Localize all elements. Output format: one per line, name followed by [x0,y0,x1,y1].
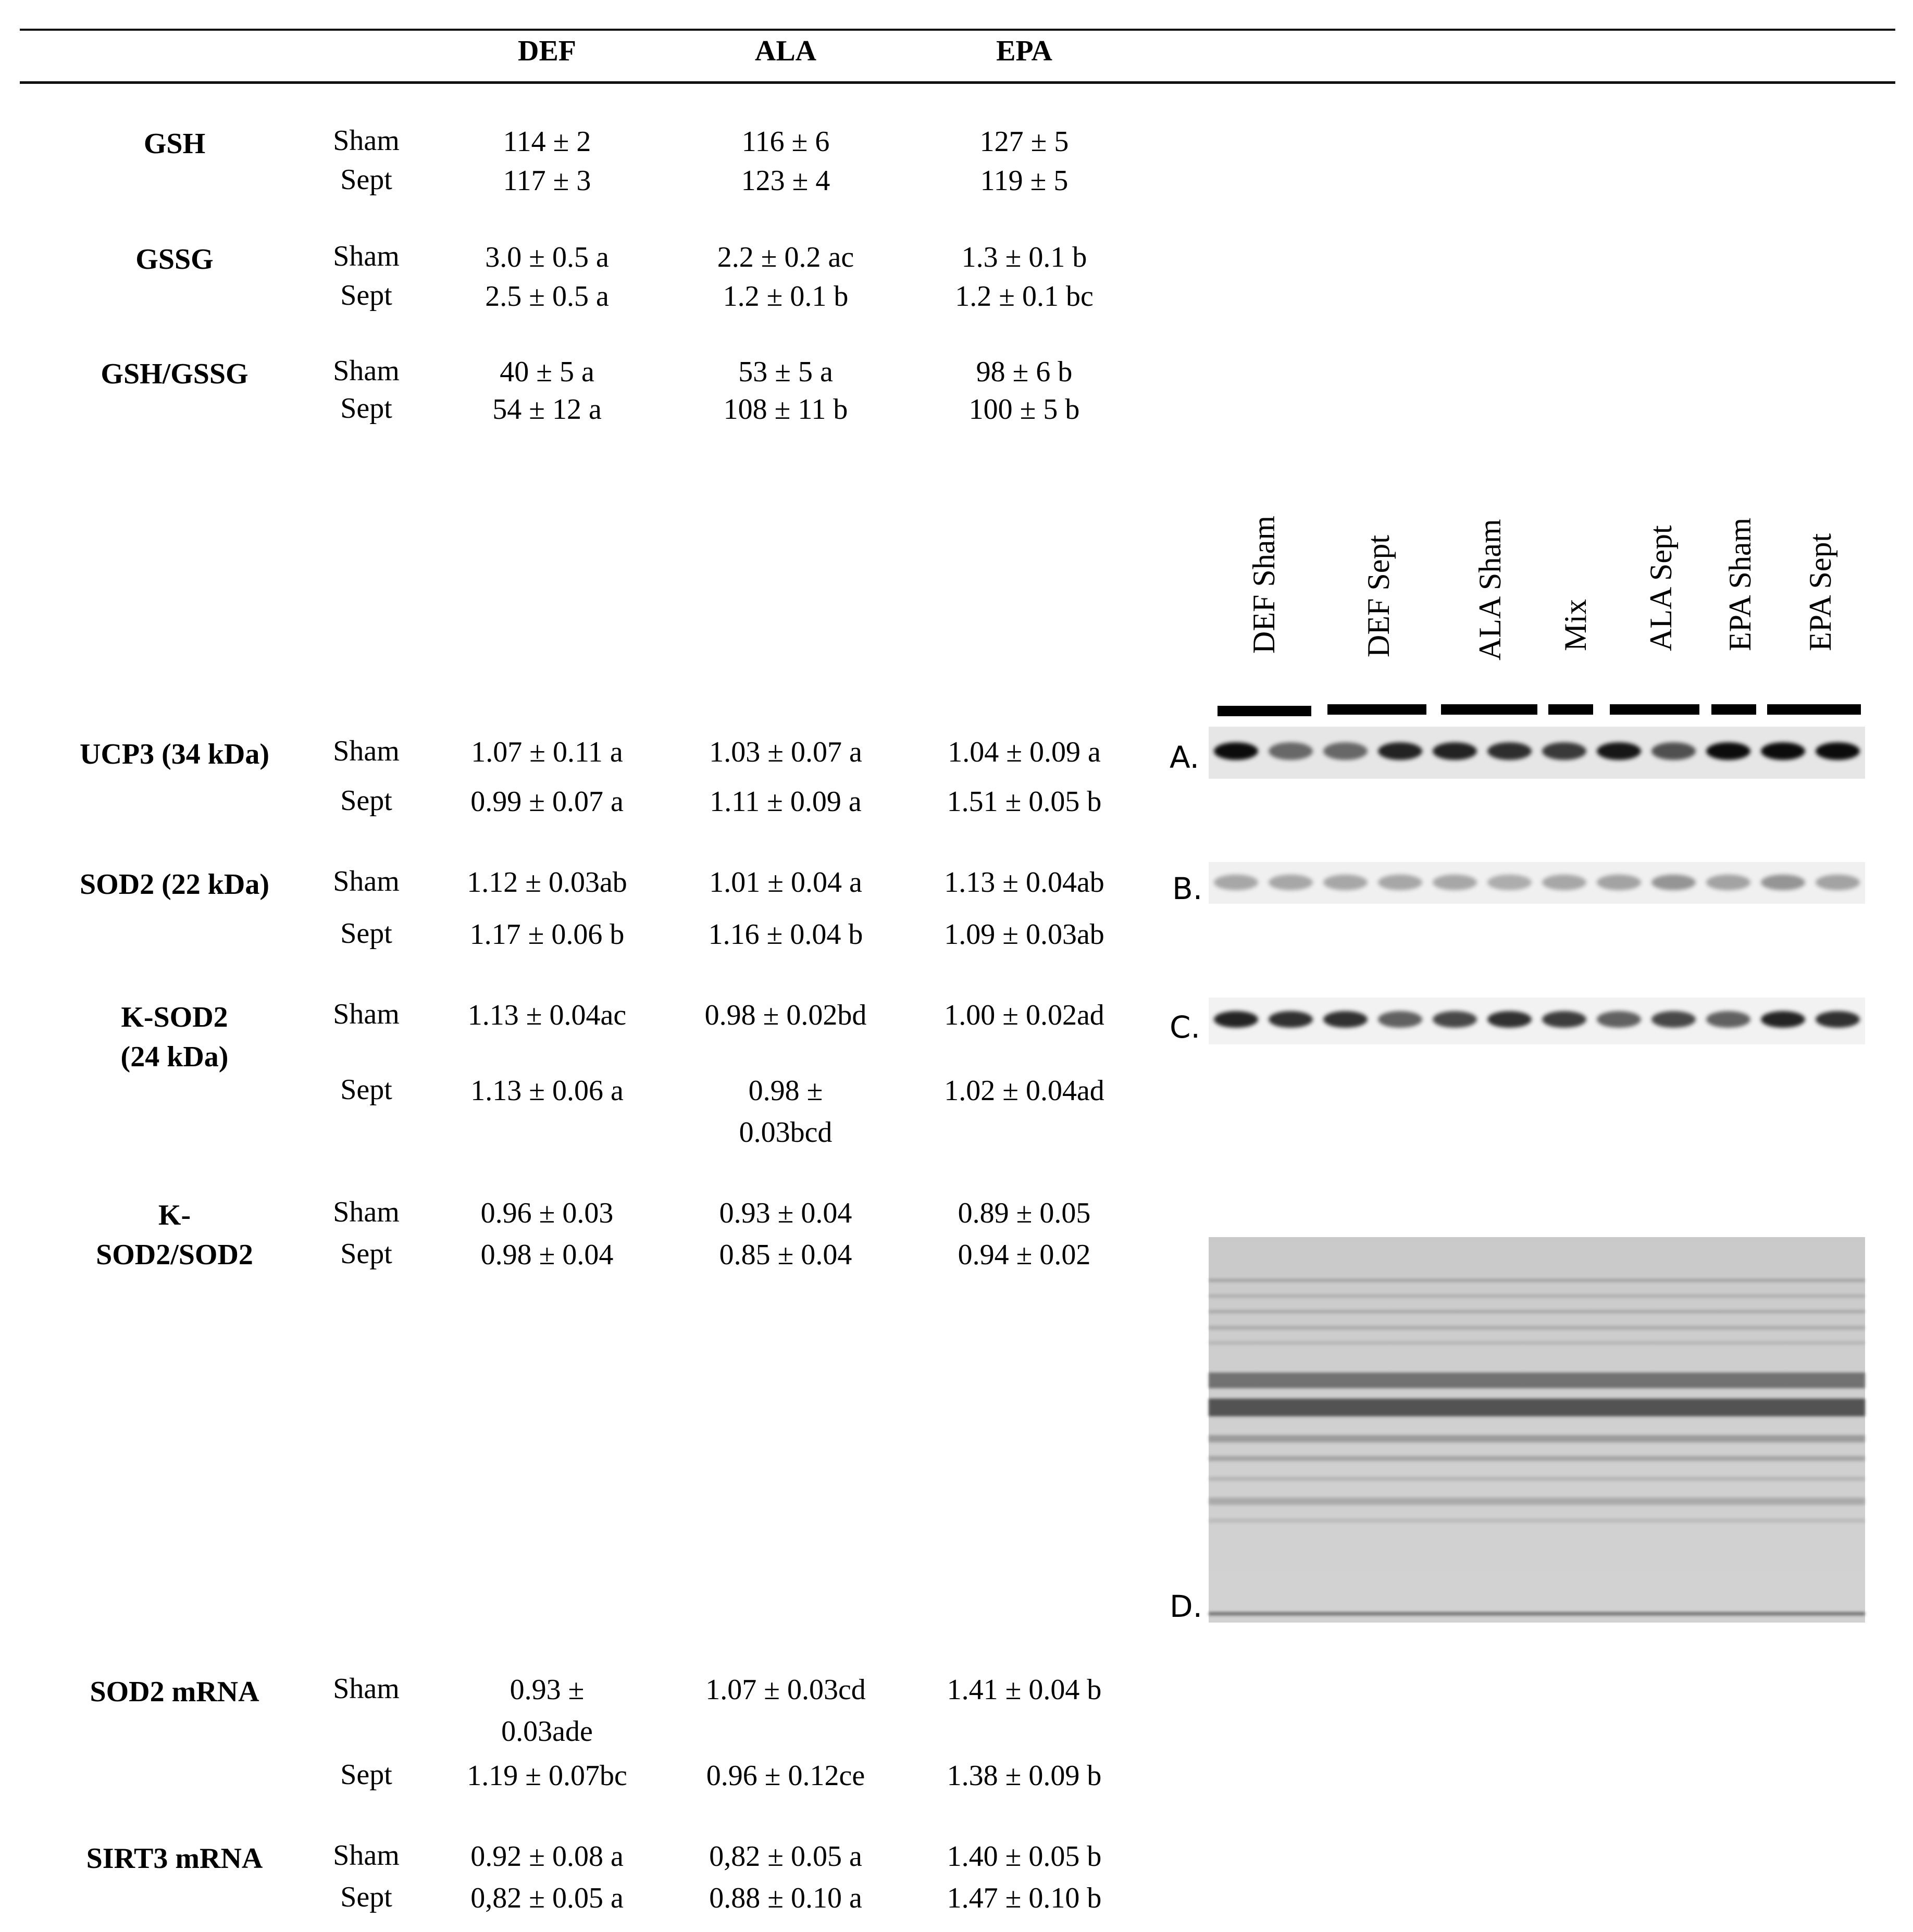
blot-band [1651,1011,1696,1028]
blot-band [1323,742,1368,760]
lane-label-epa-sham: EPA Sham [1723,517,1757,651]
gel-band [1209,1279,1865,1282]
top-rule [20,29,1895,31]
lane-label-ala-sham: ALA Sham [1473,519,1507,660]
cell-sept: 0.99 ± 0.07 a [470,786,624,818]
blot-band [1651,875,1696,890]
cell-sham: 40 ± 5 a [500,356,594,388]
cell-sept: 1.17 ± 0.06 b [469,918,625,951]
row-label: SIRT3 mRNA [86,1842,263,1875]
cell-sept: 0.94 ± 0.02 [958,1239,1091,1271]
cell-sham: 1.13 ± 0.04ac [467,999,627,1031]
cell-sham: 1.40 ± 0.05 b [947,1840,1102,1873]
blot-band [1761,742,1805,760]
row-label: SOD2 (22 kDa) [79,868,270,901]
group-label-sept: Sept [340,279,392,311]
row-label: UCP3 (34 kDa) [80,738,269,770]
blot-band [1816,875,1860,890]
cell-sham: 116 ± 6 [741,126,830,158]
blot-band [1269,1011,1313,1028]
cell-sept: 2.5 ± 0.5 a [485,280,609,313]
cell-sham: 127 ± 5 [979,126,1069,158]
cell-sept: 123 ± 4 [741,165,830,197]
blot-band [1761,875,1805,890]
lane-bar-def-sham [1218,706,1311,716]
blot-band [1214,1011,1258,1028]
group-label-sept: Sept [340,392,392,425]
cell-sham: 1.04 ± 0.09 a [948,736,1101,768]
group-label-sept: Sept [340,1881,392,1913]
cell-sham: 0.93 ± 0.04 [719,1197,852,1229]
group-label-sept: Sept [340,1238,392,1270]
group-label-sham: Sham [333,124,400,157]
blot-band [1761,1011,1805,1028]
blot-band [1323,1011,1368,1028]
lane-bar-epa-sept [1767,704,1861,715]
group-label-sham: Sham [333,865,400,898]
blot-band [1542,742,1586,760]
blot-band [1433,1011,1477,1028]
row-label: GSSG [135,243,214,276]
blot-band [1323,875,1368,890]
blot-band [1487,875,1532,890]
blot-panel-ksod2 [1209,998,1865,1044]
cell-sept: 1.19 ± 0.07bc [467,1760,627,1792]
group-label-sept: Sept [340,784,392,817]
cell-sham: 1.03 ± 0.07 a [709,736,862,768]
blot-band [1378,1011,1422,1028]
row-label-line2: (24 kDa) [120,1041,229,1073]
blot-band [1487,742,1532,760]
gel-band [1209,1435,1865,1442]
cell-sept: 1.2 ± 0.1 b [723,280,849,313]
cell-sept: 0,82 ± 0.05 a [470,1882,624,1914]
cell-sept: 117 ± 3 [503,165,591,197]
column-header-ala: ALA [754,35,817,67]
cell-sept: 108 ± 11 b [723,393,848,426]
blot-band [1706,875,1750,890]
cell-sham: 0.92 ± 0.08 a [470,1840,624,1873]
gel-band [1209,1477,1865,1481]
panel-label-b: B. [1172,871,1203,906]
panel-label-a: A. [1170,740,1200,775]
cell-sept: 0.85 ± 0.04 [719,1239,852,1271]
blot-panel-ucp3 [1209,727,1865,779]
lane-bar-ala-sept [1610,704,1699,715]
cell-sept: 1.02 ± 0.04ad [944,1075,1104,1107]
gel-band [1209,1294,1865,1298]
blot-band [1378,875,1422,890]
blot-band [1816,742,1860,760]
cell-sham: 1.3 ± 0.1 b [961,241,1087,273]
row-label-line1: K- [158,1199,191,1231]
panel-label-d: D. [1170,1589,1203,1624]
blot-band [1706,1011,1750,1028]
column-header-epa: EPA [996,35,1052,67]
group-label-sham: Sham [333,1196,400,1228]
lane-bar-epa-sham [1711,704,1756,715]
cell-sham: 1.07 ± 0.11 a [471,736,623,768]
cell-sept: 0.98 ± [748,1075,823,1107]
cell-sham: 2.2 ± 0.2 ac [717,241,854,273]
group-label-sept: Sept [340,1759,392,1791]
cell-sham: 0.98 ± 0.02bd [704,999,867,1031]
cell-sham: 0.93 ± [510,1674,585,1706]
loading-control-gel [1209,1237,1865,1623]
blot-band [1542,1011,1586,1028]
column-header-def: DEF [518,35,576,67]
header-rule [20,81,1895,84]
gel-band [1209,1341,1865,1344]
lane-label-mix: Mix [1558,599,1593,651]
row-label-line1: K-SOD2 [121,1001,228,1033]
cell-sham: 98 ± 6 b [976,356,1073,388]
blot-band [1433,875,1477,890]
cell-sept: 1.11 ± 0.09 a [710,786,862,818]
blot-band [1433,742,1477,760]
cell-sham-cont: 0.03ade [501,1715,593,1748]
row-label-line2: SOD2/SOD2 [96,1239,253,1271]
group-label-sept: Sept [340,1074,392,1106]
group-label-sham: Sham [333,1673,400,1705]
gel-band [1209,1456,1865,1461]
cell-sept: 0.96 ± 0.12ce [706,1760,865,1792]
blot-band [1597,1011,1641,1028]
cell-sept: 54 ± 12 a [492,393,602,426]
lane-label-ala-sept: ALA Sept [1644,525,1678,651]
blot-band [1816,1011,1860,1028]
group-label-sept: Sept [340,164,392,196]
cell-sham: 0.96 ± 0.03 [480,1197,614,1229]
cell-sham: 1.13 ± 0.04ab [944,866,1104,899]
group-label-sham: Sham [333,998,400,1030]
group-label-sept: Sept [340,917,392,950]
cell-sept: 119 ± 5 [980,165,1069,197]
row-label: GSH/GSSG [101,358,249,390]
lane-label-epa-sept: EPA Sept [1803,533,1837,651]
cell-sham: 1.12 ± 0.03ab [467,866,627,899]
blot-band [1487,1011,1532,1028]
cell-sept: 1.13 ± 0.06 a [470,1075,624,1107]
gel-band [1209,1518,1865,1523]
blot-band [1214,875,1258,890]
blot-band [1269,742,1313,760]
blot-band [1269,875,1313,890]
gel-band [1209,1399,1865,1416]
group-label-sham: Sham [333,240,400,272]
cell-sept: 1.47 ± 0.10 b [947,1882,1102,1914]
lane-label-def-sept: DEF Sept [1361,534,1396,657]
cell-sham: 1.07 ± 0.03cd [705,1674,866,1706]
cell-sept: 1.2 ± 0.1 bc [955,280,1094,313]
lane-label-def-sham: DEF Sham [1247,515,1281,654]
cell-sept: 100 ± 5 b [968,393,1080,426]
panel-label-c: C. [1170,1009,1200,1045]
cell-sham: 1.01 ± 0.04 a [709,866,862,899]
blot-band [1214,742,1258,760]
lane-bar-mix [1548,704,1593,715]
blot-band [1597,742,1641,760]
cell-sham: 0.89 ± 0.05 [958,1197,1091,1229]
cell-sept: 0.98 ± 0.04 [480,1239,614,1271]
group-label-sham: Sham [333,1839,400,1872]
gel-band [1209,1612,1865,1615]
gel-band [1209,1498,1865,1505]
cell-sham: 3.0 ± 0.5 a [485,241,609,273]
blot-band [1597,875,1641,890]
cell-sept: 1.38 ± 0.09 b [947,1760,1102,1792]
gel-band [1209,1310,1865,1313]
cell-sept-cont: 0.03bcd [739,1116,833,1149]
group-label-sham: Sham [333,735,400,767]
blot-band [1651,742,1696,760]
cell-sham: 114 ± 2 [503,126,591,158]
cell-sept: 1.16 ± 0.04 b [708,918,863,951]
cell-sept: 1.51 ± 0.05 b [947,786,1102,818]
cell-sept: 1.09 ± 0.03ab [944,918,1104,951]
blot-band [1542,875,1586,890]
row-label: GSH [143,128,206,160]
cell-sham: 1.41 ± 0.04 b [947,1674,1102,1706]
cell-sham: 1.00 ± 0.02ad [944,999,1104,1031]
row-label: SOD2 mRNA [90,1676,259,1708]
blot-panel-sod2 [1209,862,1865,904]
gel-band [1209,1373,1865,1388]
cell-sham: 53 ± 5 a [738,356,833,388]
lane-bar-def-sept [1327,704,1426,715]
blot-band [1378,742,1422,760]
group-label-sham: Sham [333,355,400,387]
lane-bar-ala-sham [1441,704,1537,715]
cell-sham: 0,82 ± 0.05 a [709,1840,862,1873]
gel-band [1209,1326,1865,1330]
cell-sept: 0.88 ± 0.10 a [709,1882,862,1914]
blot-band [1706,742,1750,760]
